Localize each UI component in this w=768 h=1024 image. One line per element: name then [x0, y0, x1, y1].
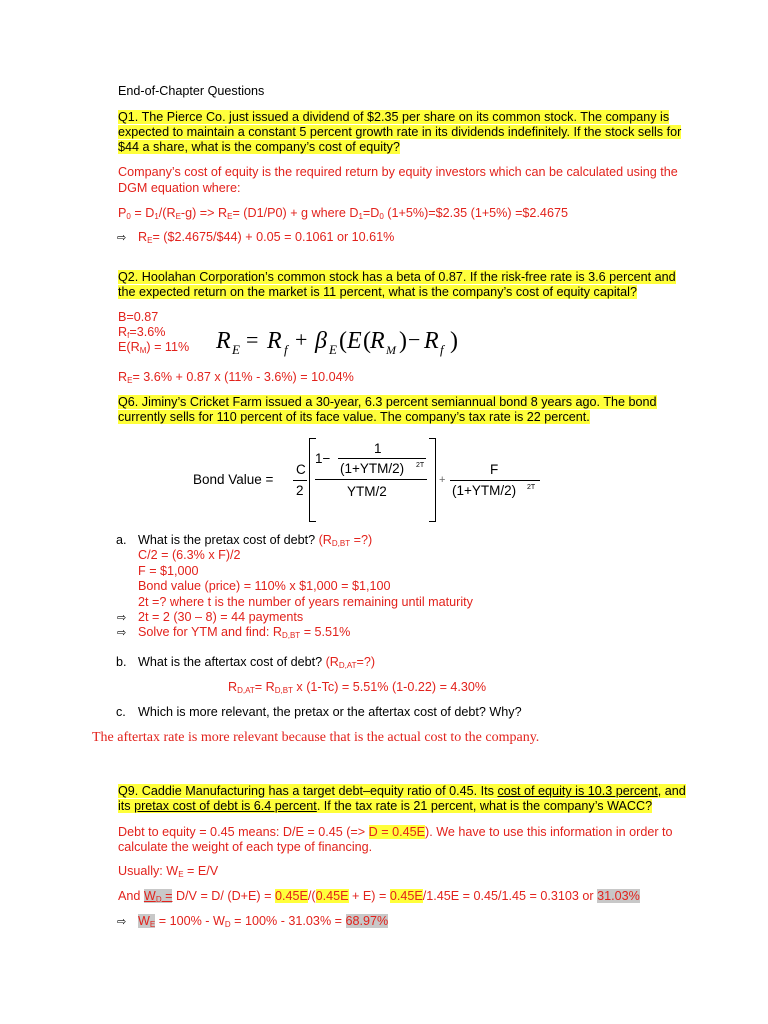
bond-formula-paren2: (1+YTM/2) [452, 483, 517, 498]
svg-text:(: ( [363, 328, 371, 354]
svg-text:R: R [267, 328, 282, 354]
q6-a-label: a. [116, 533, 127, 547]
bond-formula-label: Bond Value = [193, 472, 274, 487]
q1-question-line1: Q1. The Pierce Co. just issued a dividend of $2.35 per share on its common stock. The company is [118, 110, 670, 124]
svg-text:f: f [284, 342, 288, 357]
q2-question-line2: the expected return on the market is 11 percent, what is the company’s cost of equity capital? [118, 285, 637, 299]
bond-formula-f: F [490, 462, 499, 477]
bond-formula-one: 1 [374, 441, 382, 456]
arrow-icon: ⇨ [117, 611, 127, 624]
bond-formula-exp: 2T [416, 462, 425, 469]
q9-answer-line2: calculate the weight of each type of financing. [118, 840, 373, 854]
q6-a-question: What is the pretax cost of debt? ($R_{D,BT}$ =?) [138, 533, 373, 548]
q1-answer-line1: Company’s cost of equity is the required return by equity investors which can be calculated using the [118, 165, 678, 179]
q6-b-question: What is the aftertax cost of debt? $(R_{D,AT}=?)$ [138, 655, 376, 670]
q9-answer-line1: Debt to equity = 0.45 means: D/E = 0.45 (=> D = 0.45E). We have to use this information in order to [118, 825, 673, 839]
q6-a-line3: Bond value (price) = 110% x $1,000 = $1,100 [138, 579, 391, 593]
q2-result: $R_E= 3.6\% + 0.87$ x (11% - 3.6%) = 10.04% [118, 370, 354, 385]
svg-text:=: = [246, 327, 259, 352]
svg-text:E: E [347, 328, 362, 354]
svg-text:E: E [329, 342, 337, 357]
bond-formula-paren: (1+YTM/2) [340, 461, 405, 476]
svg-text:M: M [386, 343, 396, 357]
q6-a-arrow2: Solve for YTM and find: $R_{D,BT} = 5.51\%$ [138, 625, 351, 640]
svg-text:+: + [295, 327, 308, 352]
right-bracket [429, 438, 436, 522]
svg-text:β: β [315, 328, 327, 354]
q9-question-line1: Q9. Caddie Manufacturing has a target debt–equity ratio of 0.45. Its cost of equity is 10.3 percent, and [118, 784, 686, 798]
svg-text:): ) [450, 328, 458, 354]
q6-c-question: Which is more relevant, the pretax or the aftertax cost of debt? Why? [138, 705, 522, 719]
q9-question-line2: its pretax cost of debt is 6.4 percent. If the tax rate is 21 percent, what is the company’s WACC? [118, 799, 653, 813]
q1-result: $R_E=$ ($2.4675/$44) + 0.05 = 0.1061 or 10.61% [138, 230, 395, 245]
q6-a-line4: 2t =? where t is the number of years remaining until maturity [138, 595, 473, 609]
q6-b-label: b. [116, 655, 127, 669]
q9-we-calc: $W_E = 100\% - W_D = 100\% - 31.03\% = 68.97\%$ [138, 914, 389, 929]
bond-formula-ytm2: YTM/2 [347, 484, 387, 499]
svg-text:−: − [408, 327, 421, 352]
page-heading: End-of-Chapter Questions [118, 84, 265, 98]
q6-question-line1: Q6. Jiminy’s Cricket Farm issued a 30-year, 6.3 percent semiannual bond 8 years ago. The bond [118, 395, 657, 409]
fraction-bar [293, 480, 307, 481]
arrow-icon: ⇨ [117, 626, 127, 639]
q6-c-answer: The aftertax rate is more relevant because that is the actual cost to the company. [92, 730, 540, 745]
svg-text:E: E [232, 342, 240, 357]
svg-text:R: R [216, 328, 231, 354]
q2-given-erm: $E(R_M) = 11\%$ [118, 340, 190, 355]
svg-text:(: ( [339, 328, 347, 354]
q6-question-line2: currently sells for 110 percent of its face value. The company’s tax rate is 22 percent. [118, 410, 590, 424]
svg-text:R: R [370, 328, 385, 354]
q6-c-label: c. [116, 705, 126, 719]
q2-given-rf: $R_f=3.6\%$ [118, 325, 166, 340]
arrow-icon: ⇨ [117, 231, 127, 244]
bond-formula-plus: + [439, 474, 446, 486]
bond-formula-two: 2 [296, 483, 304, 498]
q1-question-line3: $44 a share, what is the company’s cost of equity? [118, 140, 400, 154]
capm-formula-image [212, 320, 462, 360]
bond-formula-exp2: 2T [527, 484, 536, 491]
q9-usually: Usually: $W_E = E/V$ [118, 864, 219, 879]
arrow-icon: ⇨ [117, 915, 127, 928]
fraction-bar [315, 479, 427, 480]
bond-value-formula [190, 436, 550, 524]
q6-a-line1: C/2 = (6.3% x F)/2 [138, 548, 241, 562]
bond-formula-c: C [296, 462, 306, 477]
fraction-bar [338, 458, 426, 459]
svg-text:f: f [440, 342, 444, 357]
q9-wd-calc: And $W_D = D/V = D/$ (D+E) = 0.45E/(0.45E + E) = 0.45E/1.45E = 0.45/1.45 = 0.3103 or 31.03% [118, 889, 640, 904]
q6-a-line2: F = $1,000 [138, 564, 199, 578]
q2-question-line1: Q2. Hoolahan Corporation’s common stock has a beta of 0.87. If the risk-free rate is 3.6 percent and [118, 270, 676, 284]
bond-formula-one-minus: 1− [315, 451, 331, 466]
q1-answer-line2: DGM equation where: [118, 181, 241, 195]
svg-text:R: R [424, 328, 439, 354]
q1-dgm-formula: $P_0 = D_1/(R_E-g) => R_E= (D1/P0) + g$ where $D_1=D_0$ (1+5%)=$2.35 (1+5%) =$2.4675 [118, 206, 568, 221]
q6-a-arrow1: 2t = 2 (30 – 8) = 44 payments [138, 610, 304, 624]
q6-b-calc: $R_{D,AT}= R_{D,BT}$ x (1-Tc) = 5.51% (1-0.22) = 4.30% [228, 680, 487, 695]
q1-question-line2: expected to maintain a constant 5 percent growth rate in its dividends indefinitely. If the stock sells for [118, 125, 682, 139]
svg-text:): ) [399, 328, 407, 354]
q2-given-beta: B=0.87 [118, 310, 159, 324]
